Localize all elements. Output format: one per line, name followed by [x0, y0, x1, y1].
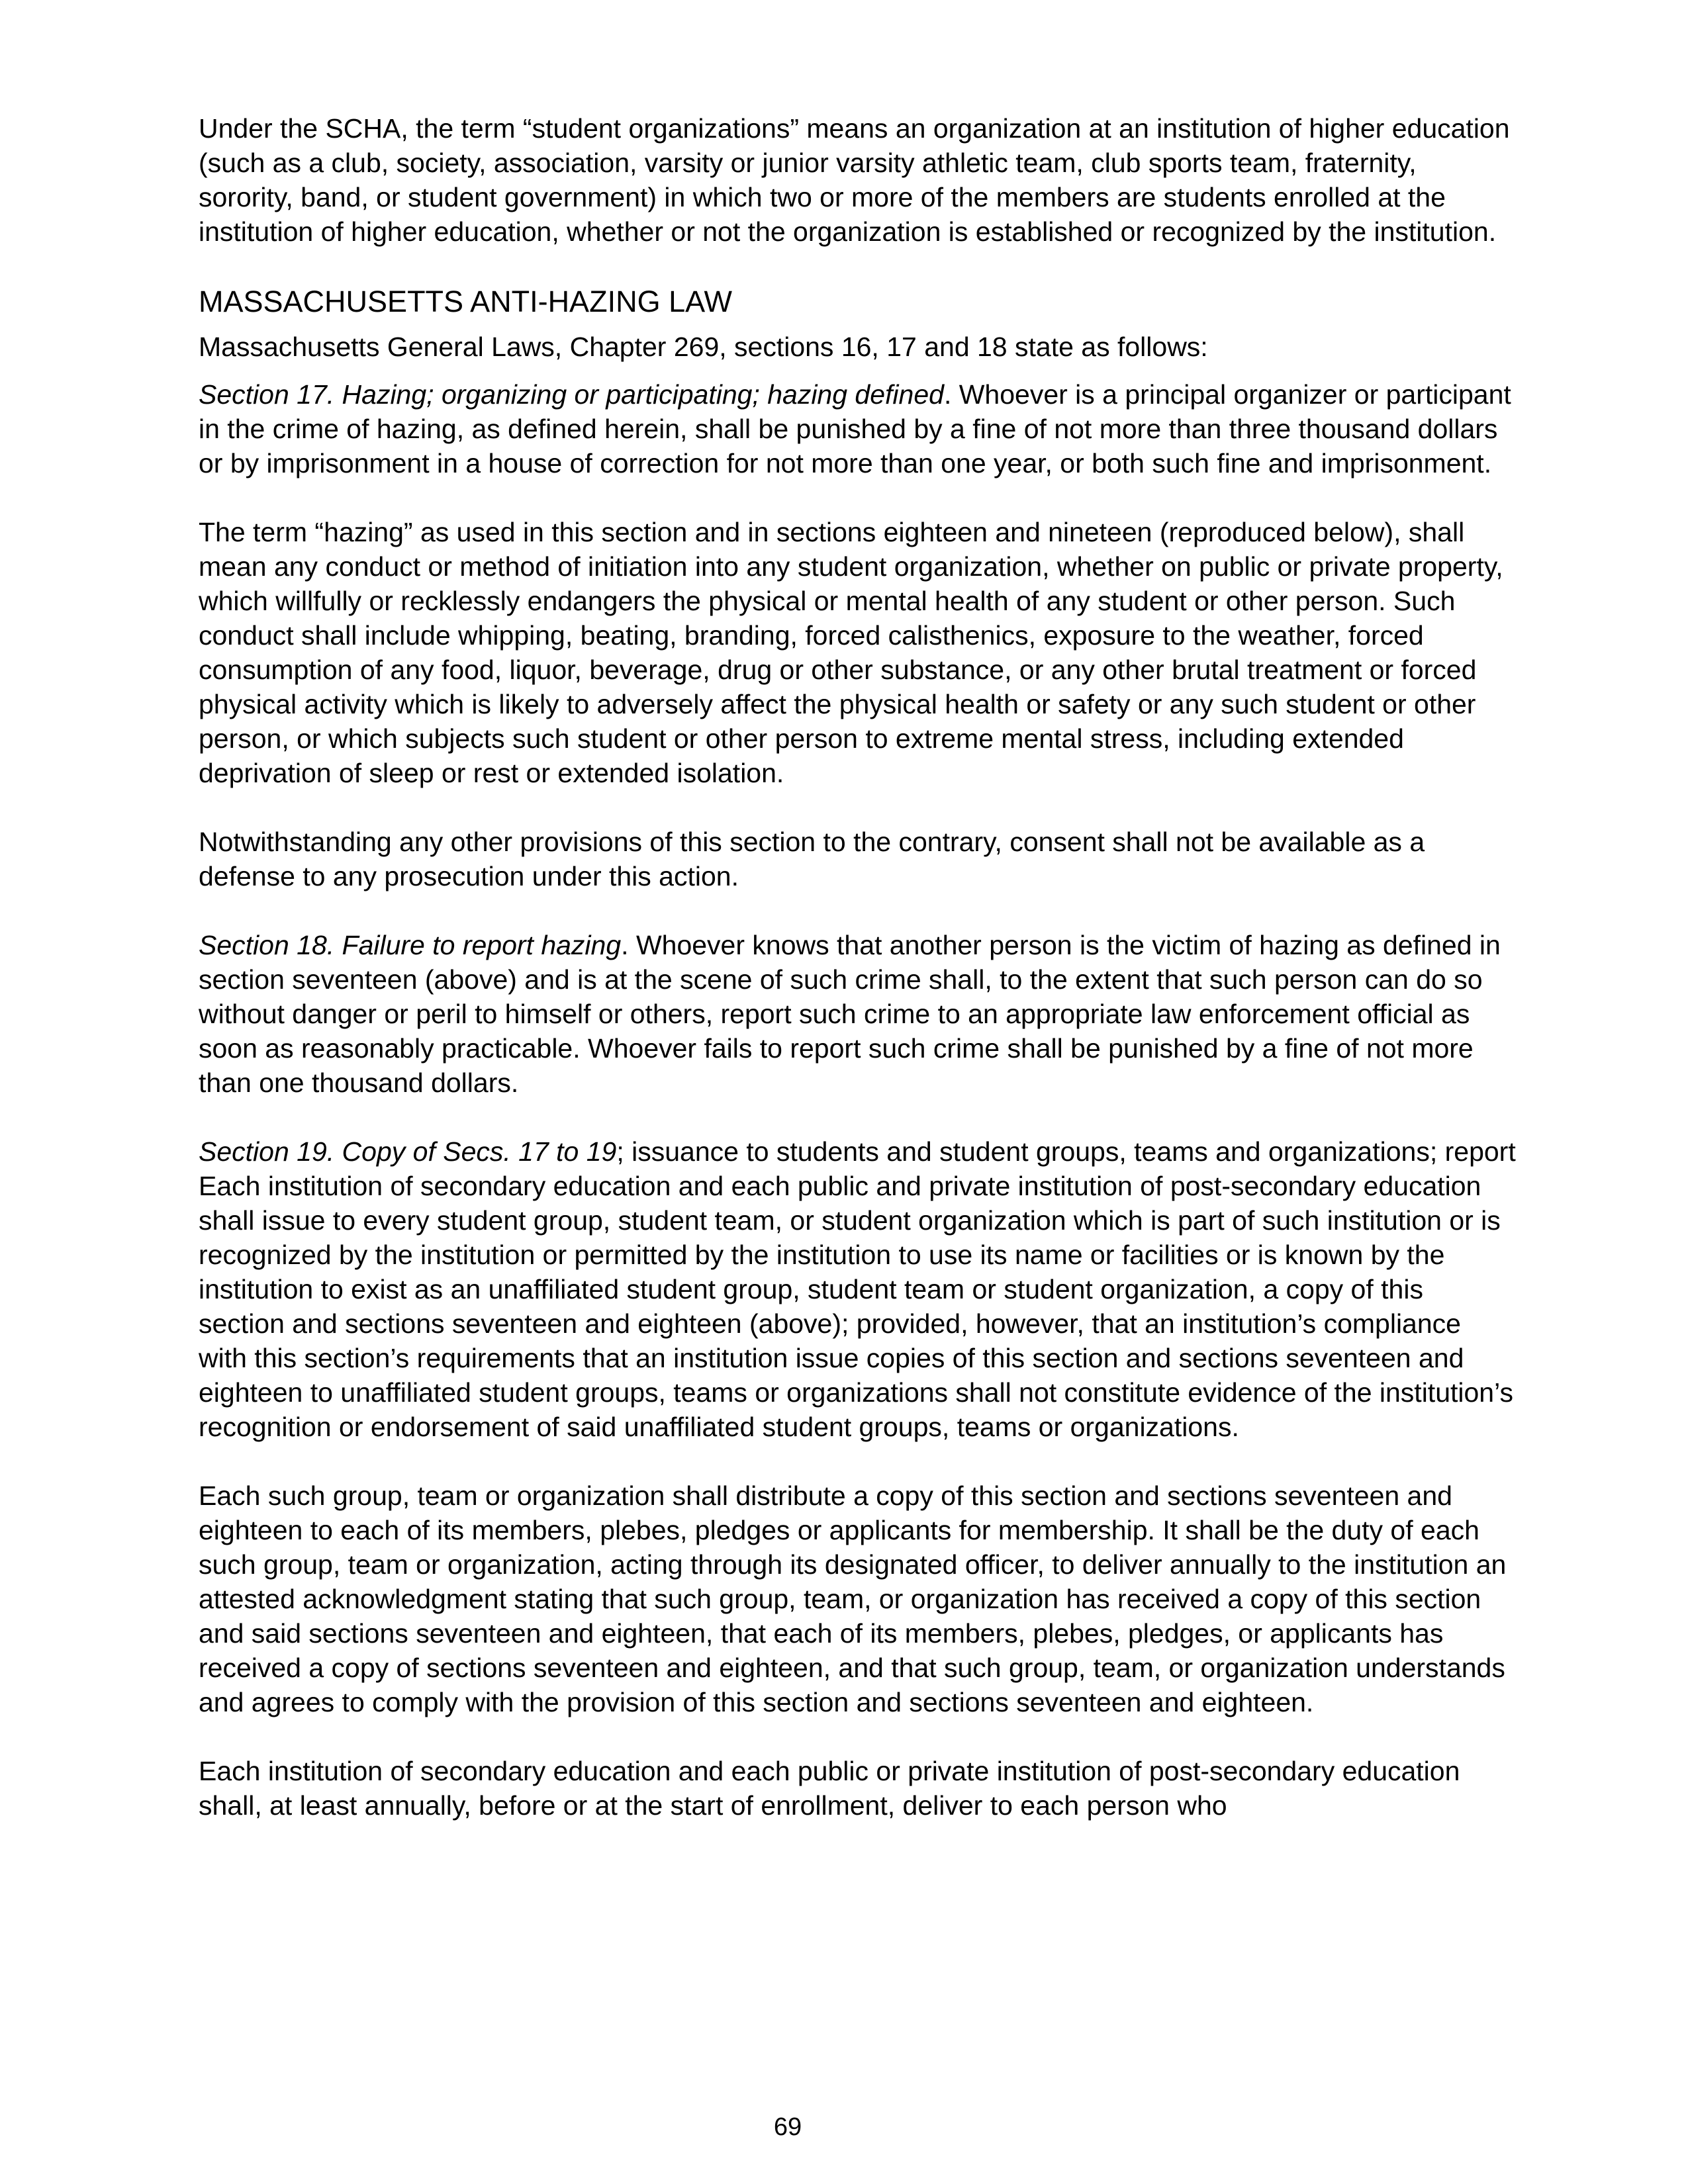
- section-19-title: Section 19. Copy of Secs. 17 to 19: [199, 1136, 617, 1167]
- section-heading: MASSACHUSETTS ANTI-HAZING LAW: [199, 285, 732, 318]
- scha-definition-paragraph: Under the SCHA, the term “student organizations” means an organization at an institution of higher education (such as a club, society, association, varsity or junior varsity athletic team, club sports team, fraternity, sorority, band, or student government) in which two or more of the members are students enrolled at the institution of higher education, whether or not the organization is established or recognized by the institution.: [199, 113, 1510, 247]
- section-18-paragraph: [199, 928, 1516, 1100]
- consent-paragraph: Notwithstanding any other provisions of this section to the contrary, consent shall not be available as a defense to any prosecution under this action.: [199, 827, 1425, 891]
- distribution-paragraph: Each such group, team or organization shall distribute a copy of this section and sections seventeen and eighteen to each of its members, plebes, pledges or applicants for membership. It shall be the duty of each such group, team or organization, acting through its designated officer, to deliver annually to the institution an attested acknowledgment stating that such group, team, or organization has received a copy of this section and said sections seventeen and eighteen, that each of its members, plebes, pledges, or applicants has received a copy of sections seventeen and eighteen, and that such group, team, or organization understands and agrees to comply with the provision of this section and sections seventeen and eighteen.: [199, 1480, 1507, 1717]
- section-17-title: Section 17. Hazing; organizing or participating; hazing defined: [199, 379, 944, 410]
- section-18-body: . Whoever knows that another person is the victim of hazing as defined in section seventeen (above) and is at the scene of such crime shall, to the extent that such person can do so without danger or peril to himself or others, report such crime to an appropriate law enforcement official as soon as reasonably practicable. Whoever fails to report such crime shall be punished by a fine of not more than one thousand dollars.: [199, 930, 1501, 1098]
- intro-paragraph: Massachusetts General Laws, Chapter 269, sections 16, 17 and 18 state as follows:: [199, 332, 1208, 362]
- page-number: 69: [773, 2113, 802, 2141]
- hazing-definition-paragraph: The term “hazing” as used in this section and in sections eighteen and nineteen (reproduced below), shall mean any conduct or method of initiation into any student organization, whether on public or private property, which willfully or recklessly endangers the physical or mental health of any student or other person. Such conduct shall include whipping, beating, branding, forced calisthenics, exposure to the weather, forced consumption of any food, liquor, beverage, drug or other substance, or any other brutal treatment or forced physical activity which is likely to adversely affect the physical health or safety or any such student or other person, or which subjects such student or other person to extreme mental stress, including extended deprivation of sleep or rest or extended isolation.: [199, 517, 1503, 788]
- document-page: [199, 111, 1516, 1857]
- institution-paragraph: Each institution of secondary education and each public or private institution of post-secondary education shall, at least annually, before or at the start of enrollment, deliver to each person who: [199, 1756, 1460, 1821]
- section-19-body: ; issuance to students and student groups, teams and organizations; report Each institution of secondary education and each public and private institution of post-secondary education shall issue to every student group, student team, or student organization which is part of such institution or is recognized by the institution or permitted by the institution to use its name or facilities or is known by the institution to exist as an unaffiliated student group, student team or student organization, a copy of this section and sections seventeen and eighteen (above); provided, however, that an institution’s compliance with this section’s requirements that an institution issue copies of this section and sections seventeen and eighteen to unaffiliated student groups, teams or organizations shall not constitute evidence of the institution’s recognition or endorsement of said unaffiliated student groups, teams or organizations.: [199, 1136, 1516, 1442]
- section-18-title: Section 18. Failure to report hazing: [199, 930, 622, 960]
- section-17-paragraph: [199, 377, 1516, 480]
- section-17-body: . Whoever is a principal organizer or participant in the crime of hazing, as defined herein, shall be punished by a fine of not more than three thousand dollars or by imprisonment in a house of correction for not more than one year, or both such fine and imprisonment.: [199, 379, 1511, 478]
- section-19-paragraph: [199, 1134, 1516, 1444]
